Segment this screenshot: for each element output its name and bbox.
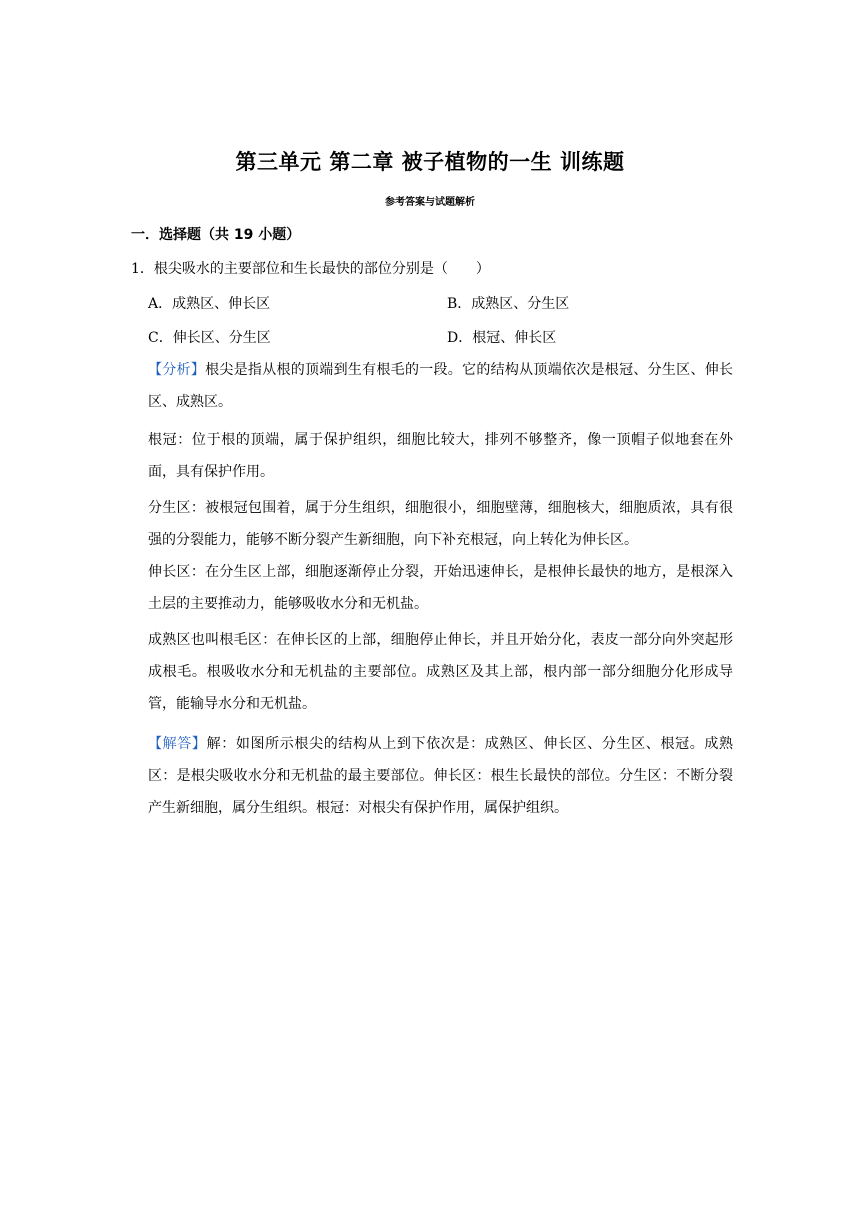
document-title: 第三单元 第二章 被子植物的一生 训练题 [235,150,625,174]
analysis-intro-paragraph [148,354,733,418]
analysis-intro-text: 根尖是指从根的顶端到生有根毛的一段。它的结构从顶端依次是根冠、分生区、伸长区、成熟区。 [148,362,734,410]
analysis-meristem-paragraph: 分生区：被根冠包围着，属于分生组织，细胞很小，细胞壁薄，细胞核大，细胞质浓，具有很强的分裂能力，能够不断分裂产生新细胞，向下补充根冠，向上转化为伸长区。 [148,500,733,548]
section-heading: 一．选择题（共 19 小题） [131,227,301,243]
question-stem: 1．根尖吸水的主要部位和生长最快的部位分别是（ ） [131,261,490,277]
analysis-root-cap-paragraph: 根冠：位于根的顶端，属于保护组织，细胞比较大，排列不够整齐，像一顶帽子似地套在外面，具有保护作用。 [148,432,733,480]
analysis-elongation-paragraph: 伸长区：在分生区上部，细胞逐渐停止分裂，开始迅速伸长，是根伸长最快的地方，是根深入土层的主要推动力，能够吸收水分和无机盐。 [148,564,733,612]
answer-text: 解：如图所示根尖的结构从上到下依次是：成熟区、伸长区、分生区、根冠。成熟区：是根尖吸收水分和无机盐的最主要部位。伸长区：根生长最快的部位。分生区：不断分裂产生新细胞，属分生组织。根冠：对根尖有保护作用，属保护组织。 [148,736,734,816]
analysis-maturation-paragraph: 成熟区也叫根毛区：在伸长区的上部，细胞停止伸长，并且开始分化，表皮一部分向外突起形成根毛。根吸收水分和无机盐的主要部位。成熟区及其上部，根内部一部分细胞分化形成导管，能输导水分和无机盐。 [148,632,733,712]
answer-paragraph [148,728,733,824]
option-c: C．伸长区、分生区 [148,330,271,346]
analysis-tag: 【分析】 [148,362,206,378]
option-d: D．根冠、伸长区 [447,330,557,346]
option-a: A．成熟区、伸长区 [148,296,271,312]
document-subtitle: 参考答案与试题解析 [385,197,475,208]
option-b: B．成熟区、分生区 [447,296,570,312]
answer-tag: 【解答】 [148,736,207,752]
